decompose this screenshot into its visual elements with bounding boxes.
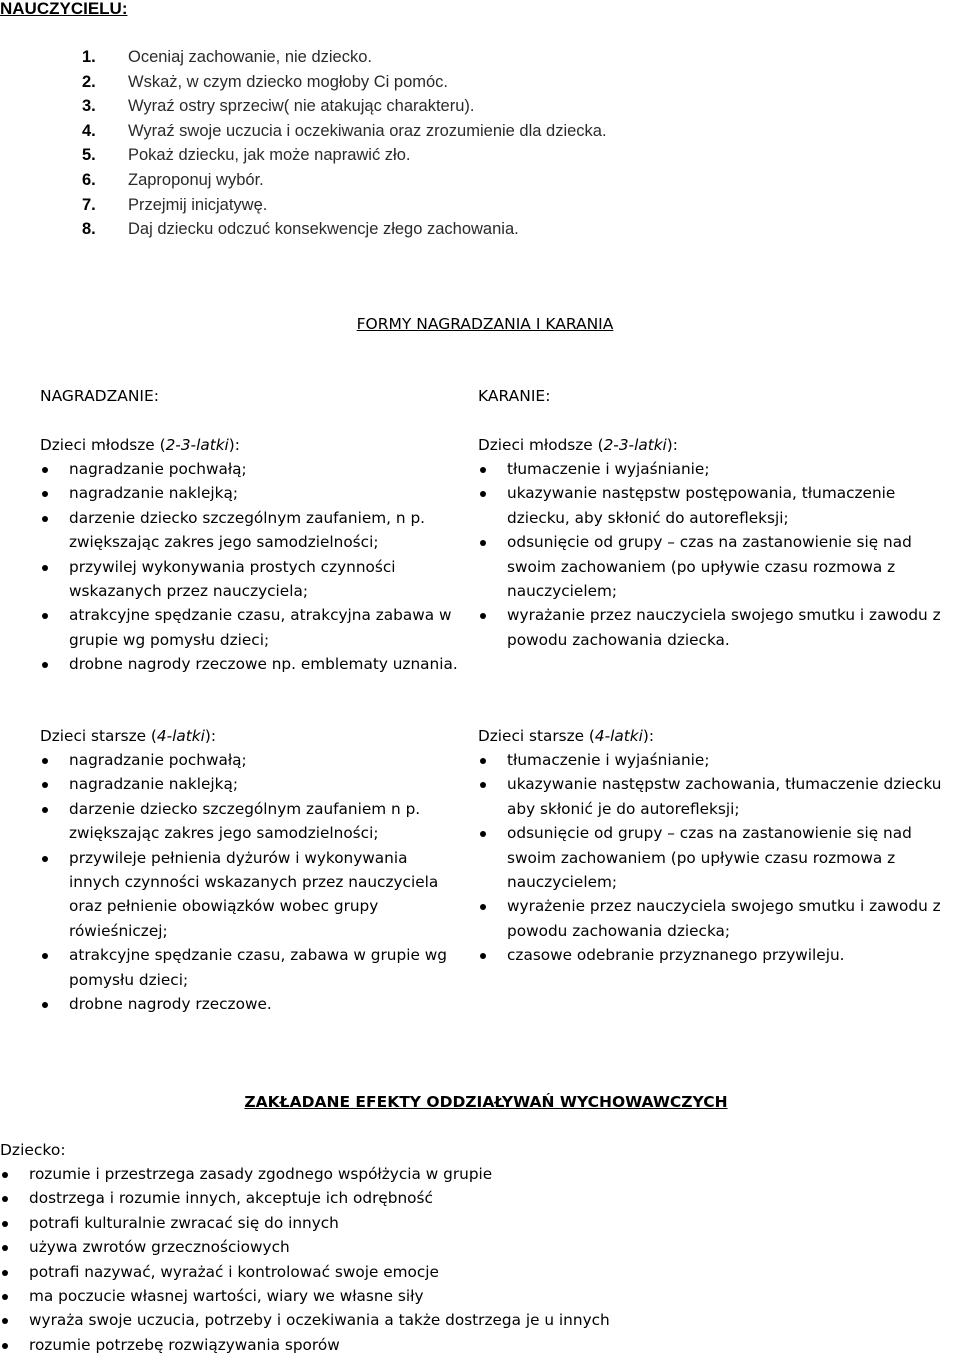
effects-section-title: ZAKŁADANE EFEKTY ODDZIAŁYWAŃ WYCHOWAWCZYCH bbox=[244, 1093, 728, 1111]
list-item: tłumaczenie i wyjaśnianie; bbox=[478, 457, 960, 481]
rule-item: 3. Wyraź ostry sprzeciw( nie atakując charakteru). bbox=[82, 97, 475, 116]
list-item: darzenie dziecko szczególnym zaufaniem, n p. zwiększając zakres jego samodzielności; bbox=[40, 506, 460, 555]
punishments-younger-list bbox=[478, 457, 960, 652]
list-item: potrafi nazywać, wyrażać i kontrolować swoje emocje bbox=[0, 1260, 950, 1284]
list-item: tłumaczenie i wyjaśnianie; bbox=[478, 748, 960, 772]
punishments-younger-label: Dzieci młodsze (2-3-latki): bbox=[478, 436, 678, 454]
rewards-older-label: Dzieci starsze (4-latki): bbox=[40, 727, 216, 745]
list-item: atrakcyjne spędzanie czasu, zabawa w grupie wg pomysłu dzieci; bbox=[40, 943, 460, 992]
rewards-heading: NAGRADZANIE: bbox=[40, 387, 160, 405]
list-item: drobne nagrody rzeczowe np. emblematy uznania. bbox=[40, 652, 460, 676]
list-item: czasowe odebranie przyznanego przywileju. bbox=[478, 943, 960, 967]
list-item: odsunięcie od grupy – czas na zastanowienie się nad swoim zachowaniem (po upływie czasu rozmowa z nauczycielem; bbox=[478, 530, 960, 603]
list-item: ukazywanie następstw zachowania, tłumaczenie dziecku aby skłonić je do autorefleksji; bbox=[478, 772, 960, 821]
punishments-older-label: Dzieci starsze (4-latki): bbox=[478, 727, 654, 745]
list-item: darzenie dziecko szczególnym zaufaniem n p. zwiększając zakres jego samodzielności; bbox=[40, 797, 460, 846]
punishments-older-list bbox=[478, 748, 960, 968]
forms-section-title: FORMY NAGRADZANIA I KARANIA bbox=[356, 315, 614, 333]
list-item: nagradzanie naklejką; bbox=[40, 481, 460, 505]
list-item: nagradzanie pochwałą; bbox=[40, 457, 460, 481]
rule-item: 7. Przejmij inicjatywę. bbox=[82, 195, 268, 214]
rewards-younger-list bbox=[40, 457, 460, 677]
list-item: wyraża swoje uczucia, potrzeby i oczekiwania a także dostrzega je u innych bbox=[0, 1308, 950, 1332]
list-item: rozumie i przestrzega zasady zgodnego współżycia w grupie bbox=[0, 1162, 950, 1186]
rule-item: 8. Daj dziecku odczuć konsekwencje złego zachowania. bbox=[82, 220, 519, 239]
list-item: przywileje pełnienia dyżurów i wykonywania innych czynności wskazanych przez nauczyciela oraz pełnienie obowiązków wobec grupy rówieśniczej; bbox=[40, 846, 460, 944]
rule-item: 1. Oceniaj zachowanie, nie dziecko. bbox=[82, 48, 372, 66]
list-item: atrakcyjne spędzanie czasu, atrakcyjna zabawa w grupie wg pomysłu dzieci; bbox=[40, 603, 460, 652]
list-item: wyrażanie przez nauczyciela swojego smutku i zawodu z powodu zachowania dziecka. bbox=[478, 603, 960, 652]
effects-label: Dziecko: bbox=[0, 1141, 66, 1159]
rule-item: 6. Zaproponuj wybór. bbox=[82, 170, 264, 189]
rewards-older-list bbox=[40, 748, 460, 1016]
effects-list bbox=[0, 1162, 950, 1357]
punishments-heading: KARANIE: bbox=[478, 387, 551, 405]
list-item: potrafi kulturalnie zwracać się do innych bbox=[0, 1211, 950, 1235]
list-item: używa zwrotów grzecznościowych bbox=[0, 1235, 950, 1259]
list-item: drobne nagrody rzeczowe. bbox=[40, 992, 460, 1016]
rewards-younger-label: Dzieci młodsze (2-3-latki): bbox=[40, 436, 240, 454]
teacher-rules-list bbox=[82, 45, 607, 242]
list-item: nagradzanie pochwałą; bbox=[40, 748, 460, 772]
list-item: ma poczucie własnej wartości, wiary we własne siły bbox=[0, 1284, 950, 1308]
list-item: dostrzega i rozumie innych, akceptuje ich odrębność bbox=[0, 1186, 950, 1210]
page-heading: NAUCZYCIELU: bbox=[0, 0, 128, 18]
list-item: ukazywanie następstw postępowania, tłumaczenie dziecku, aby skłonić do autorefleksji; bbox=[478, 481, 960, 530]
list-item: odsunięcie od grupy – czas na zastanowienie się nad swoim zachowaniem (po upływie czasu rozmowa z nauczycielem; bbox=[478, 821, 960, 894]
list-item: rozumie potrzebę rozwiązywania sporów bbox=[0, 1333, 950, 1357]
list-item: przywilej wykonywania prostych czynności wskazanych przez nauczyciela; bbox=[40, 555, 460, 604]
rule-item: 5. Pokaż dziecku, jak może naprawić zło. bbox=[82, 146, 411, 165]
list-item: nagradzanie naklejką; bbox=[40, 772, 460, 796]
list-item: wyrażenie przez nauczyciela swojego smutku i zawodu z powodu zachowania dziecka; bbox=[478, 894, 960, 943]
rule-item: 2. Wskaż, w czym dziecko mogłoby Ci pomóc. bbox=[82, 72, 449, 91]
rule-item: 4. Wyraź swoje uczucia i oczekiwania oraz zrozumienie dla dziecka. bbox=[82, 121, 607, 140]
